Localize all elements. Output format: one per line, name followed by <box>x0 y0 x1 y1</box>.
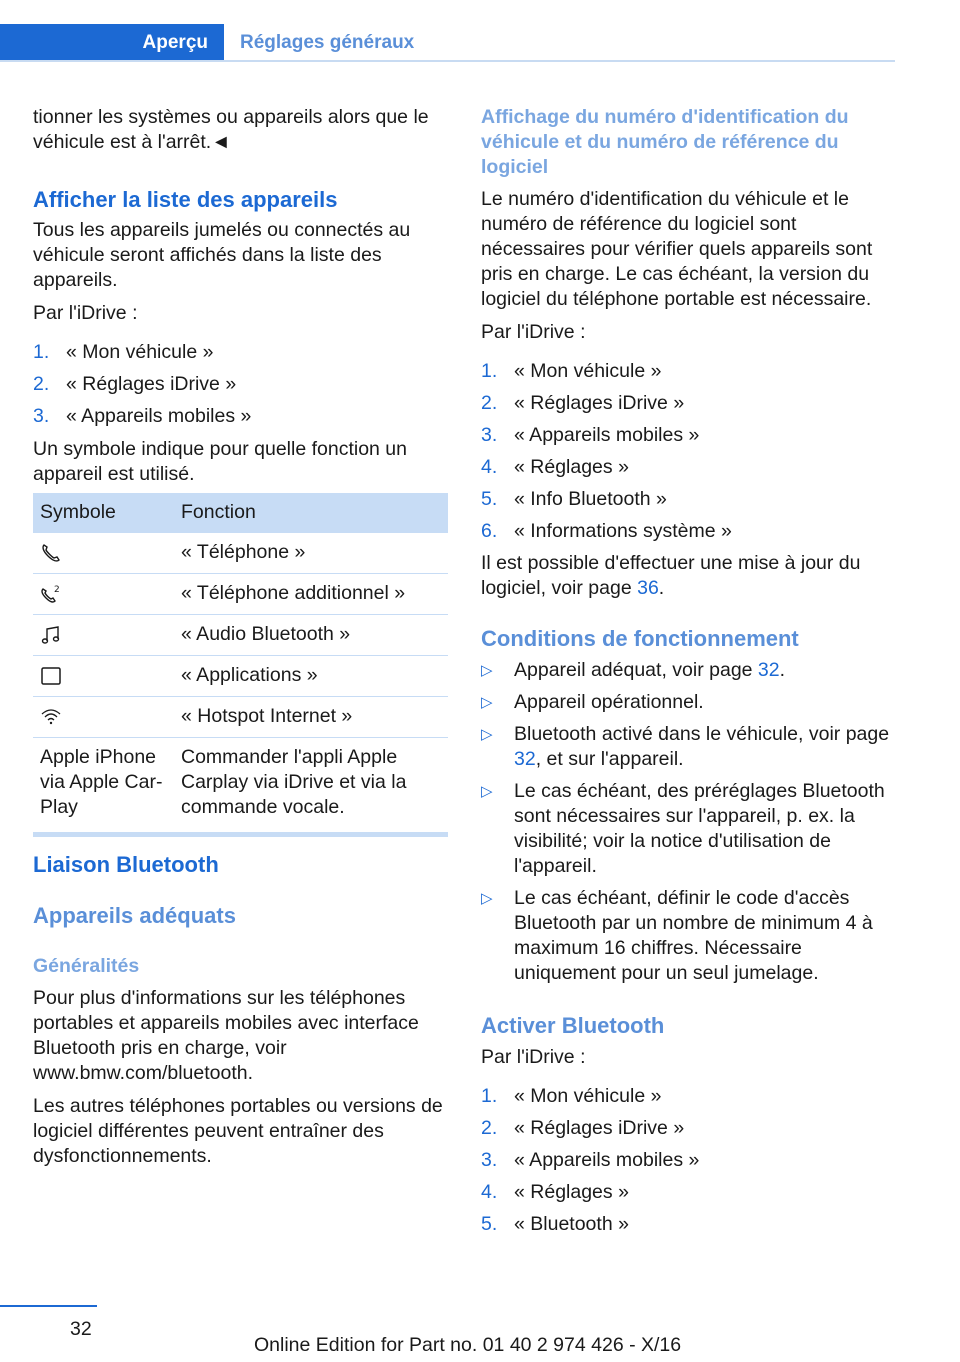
list-item <box>481 886 896 986</box>
page-link-32[interactable]: 32 <box>514 748 536 770</box>
tab-apercu-label: Aperçu <box>142 32 208 53</box>
step-number: 4. <box>481 456 498 478</box>
list-item <box>481 658 896 683</box>
list-item <box>481 1116 896 1148</box>
par-idrive-label-2: Par l'iDrive : <box>481 1046 586 1068</box>
list-item <box>33 404 448 436</box>
vin-software-text: Le numéro d'identification du véhicule et le numéro de référence du logiciel sont nécessaires pour vérifier quels appareils sont pris en charge. Le cas échéant, la version du logiciel du téléphone portable est nécessaire. <box>481 188 873 310</box>
table-row <box>33 738 448 833</box>
list-item <box>481 487 896 519</box>
step-text: « Réglages iDrive » <box>514 1117 685 1139</box>
device-list-text: Tous les appareils jumelés ou connectés au véhicule seront affichés dans la liste des appareils. <box>33 219 411 291</box>
bullet-text: Appareil opérationnel. <box>514 691 704 713</box>
function-cell: « Hotspot Internet » <box>174 697 448 738</box>
symbol-cell <box>33 533 174 574</box>
list-item <box>481 779 896 879</box>
list-item <box>481 519 896 551</box>
tab-reglages-label: Réglages généraux <box>240 32 415 53</box>
tab-apercu[interactable] <box>0 24 224 62</box>
function-cell: « Téléphone additionnel » <box>174 574 448 615</box>
table-row <box>33 574 448 615</box>
triangle-bullet-icon: ▷ <box>481 726 493 743</box>
wifi-hotspot-icon <box>40 706 62 728</box>
step-text: « Informations système » <box>514 520 732 542</box>
table-row <box>33 615 448 656</box>
step-number: 3. <box>33 405 50 427</box>
footer-rule <box>0 1305 97 1307</box>
svg-text:2: 2 <box>54 584 60 595</box>
bullet-text-a: Appareil adéquat, voir page <box>514 659 758 681</box>
update-text-b: . <box>658 577 665 599</box>
function-cell: Commander l'appli Apple Carplay via iDrive et via la commande vocale. <box>181 746 407 818</box>
step-text: « Appareils mobiles » <box>514 1149 700 1171</box>
page-link-36[interactable]: 36 <box>637 577 659 599</box>
step-number: 3. <box>481 424 498 446</box>
bullet-text-a: Bluetooth activé dans le véhicule, voir page <box>514 723 890 745</box>
phone-secondary-icon <box>40 583 62 605</box>
heading-general: Généralités <box>33 955 140 977</box>
step-number: 4. <box>481 1181 498 1203</box>
list-item <box>481 455 896 487</box>
step-number: 5. <box>481 1213 498 1235</box>
step-text: « Appareils mobiles » <box>514 424 700 446</box>
step-number: 2. <box>33 373 50 395</box>
phone-icon <box>40 542 62 564</box>
heading-bluetooth-link: Liaison Bluetooth <box>33 852 219 877</box>
triangle-bullet-icon: ▷ <box>481 890 493 907</box>
step-number: 1. <box>481 360 498 382</box>
list-item <box>481 722 896 772</box>
app-square-icon <box>40 665 62 687</box>
table-bottom-rule <box>33 832 448 837</box>
function-cell: « Téléphone » <box>174 533 448 574</box>
list-item <box>33 372 448 404</box>
bullet-text-b: , et sur l'appareil. <box>535 748 684 770</box>
step-number: 5. <box>481 488 498 510</box>
col-header-fonction: Fonction <box>174 493 448 533</box>
list-item <box>33 340 448 372</box>
vin-steps <box>481 359 896 551</box>
tab-reglages-generaux[interactable] <box>240 24 414 62</box>
list-item <box>481 391 896 423</box>
list-item <box>481 1180 896 1212</box>
function-cell: « Applications » <box>174 656 448 697</box>
function-cell: « Audio Bluetooth » <box>174 615 448 656</box>
general-text-2: Les autres téléphones portables ou versions de logiciel différentes peuvent entraîner des dysfonctionnements. <box>33 1095 443 1167</box>
heading-suitable-devices: Appareils adéquats <box>33 903 236 928</box>
bullet-text: Le cas échéant, des préréglages Bluetooth sont nécessaires sur l'appareil, p. ex. la visibilité; voir la notice d'utilisation de l'appareil. <box>514 780 885 877</box>
update-text-a: Il est possible d'effectuer une mise à jour du logiciel, voir page <box>481 552 861 599</box>
heading-conditions: Conditions de fonctionnement <box>481 626 799 651</box>
heading-activate-bluetooth: Activer Bluetooth <box>481 1013 665 1038</box>
step-text: « Mon véhicule » <box>514 360 662 382</box>
music-note-icon <box>40 624 62 646</box>
symbol-table <box>33 493 448 832</box>
list-item <box>481 690 896 715</box>
triangle-bullet-icon: ▷ <box>481 662 493 679</box>
heading-device-list: Afficher la liste des appareils <box>33 187 338 212</box>
bullet-text: Le cas échéant, définir le code d'accès Bluetooth par un nombre de minimum 4 à maximum 16 chiffres. Nécessaire uniquement pour un seul jumelage. <box>514 887 873 984</box>
step-text: « Appareils mobiles » <box>66 405 252 427</box>
col-header-symbole: Symbole <box>33 493 174 533</box>
table-row <box>33 697 448 738</box>
page-number: 32 <box>70 1318 92 1340</box>
list-item <box>481 1148 896 1180</box>
step-text: « Mon véhicule » <box>514 1085 662 1107</box>
table-row <box>33 533 448 574</box>
step-text: « Mon véhicule » <box>66 341 214 363</box>
step-number: 1. <box>481 1085 498 1107</box>
activate-steps <box>481 1084 896 1244</box>
step-number: 2. <box>481 392 498 414</box>
step-text: « Info Bluetooth » <box>514 488 667 510</box>
par-idrive-label: Par l'iDrive : <box>481 321 586 343</box>
step-text: « Réglages iDrive » <box>514 392 685 414</box>
symbol-intro-text: Un symbole indique pour quelle fonction un appareil est utilisé. <box>33 438 407 485</box>
step-number: 1. <box>33 341 50 363</box>
symbol-cell <box>33 615 174 656</box>
intro-text: tionner les systèmes ou appareils alors que le véhicule est à l'arrêt.◄ <box>33 106 429 153</box>
general-text-1: Pour plus d'informations sur les téléphones portables et appareils mobiles avec interface Bluetooth pris en charge, voir www.bmw.com/bluetooth. <box>33 987 419 1084</box>
par-idrive-label: Par l'iDrive : <box>33 302 138 324</box>
symbol-cell <box>33 574 174 615</box>
heading-vin-software: Affichage du numéro d'identification du véhicule et du numéro de référence du logiciel <box>481 106 849 178</box>
table-header-row <box>33 493 448 533</box>
page-link-32[interactable]: 32 <box>757 659 780 681</box>
step-text: « Réglages » <box>514 456 629 478</box>
step-text: « Réglages » <box>514 1181 629 1203</box>
table-row <box>33 656 448 697</box>
list-item <box>481 359 896 391</box>
triangle-bullet-icon: ▷ <box>481 694 493 711</box>
bullet-text-b: . <box>779 659 786 681</box>
update-text <box>481 551 896 601</box>
symbol-cell <box>33 697 174 738</box>
device-list-steps <box>33 340 448 436</box>
step-number: 3. <box>481 1149 498 1171</box>
list-item <box>481 1212 896 1244</box>
step-text: « Réglages iDrive » <box>66 373 237 395</box>
step-number: 2. <box>481 1117 498 1139</box>
symbol-cell: Apple iPhone via Apple Car-Play <box>40 746 163 818</box>
conditions-list <box>481 658 896 993</box>
step-text: « Bluetooth » <box>514 1213 629 1235</box>
symbol-table-wrap <box>33 493 448 837</box>
step-number: 6. <box>481 520 498 542</box>
footer-edition: Online Edition for Part no. 01 40 2 974 426 - X/16 <box>254 1334 682 1356</box>
list-item <box>481 1084 896 1116</box>
bullet-text <box>514 722 896 772</box>
list-item <box>481 423 896 455</box>
header-divider <box>0 60 895 62</box>
triangle-bullet-icon: ▷ <box>481 783 493 800</box>
symbol-cell <box>33 656 174 697</box>
bullet-text <box>514 658 785 683</box>
